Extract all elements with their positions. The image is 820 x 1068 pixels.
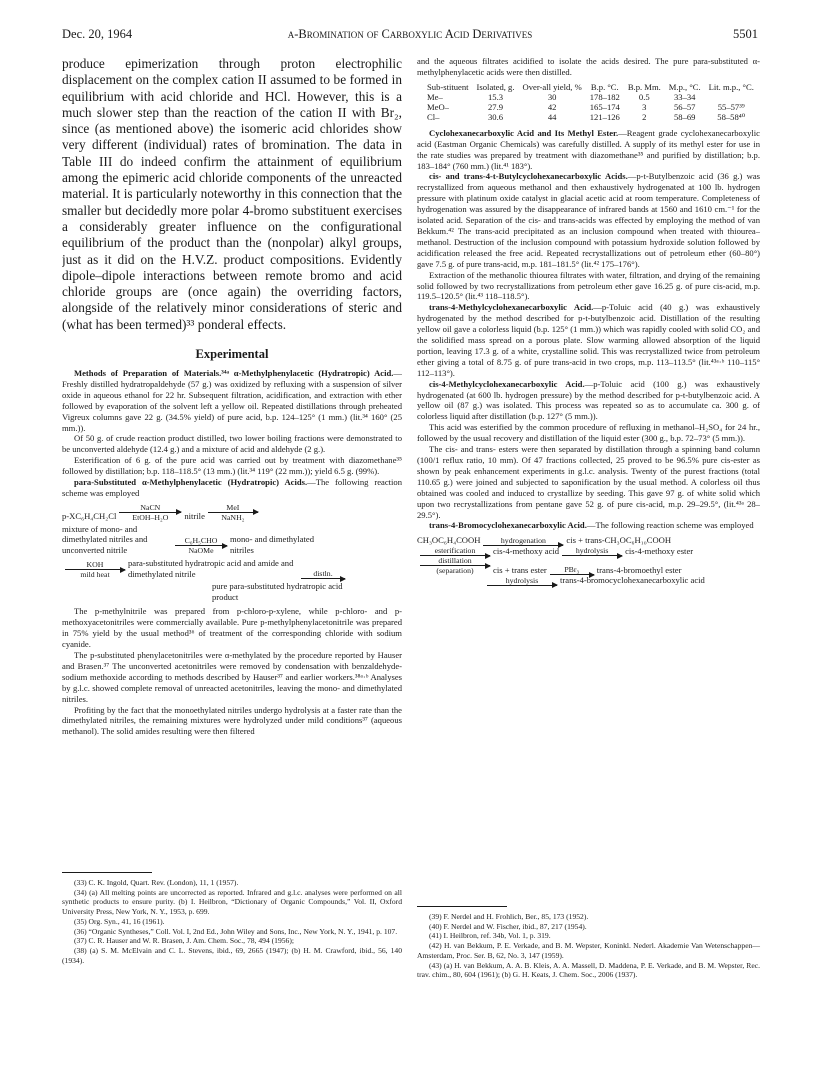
- scheme-product: trans-4-bromocyclohexanecarboxylic acid: [560, 575, 705, 586]
- arrow-condition: mild heat: [80, 570, 110, 580]
- table-cell: 30: [547, 91, 557, 102]
- footnote: (42) H. van Bekkum, P. E. Verkade, and B. M. Wepster, Koninkl. Nederl. Akademie Van Wetenschappen—Amsterdam, Proc. Ser. B, 62, No. 3, 147 (1959).: [417, 941, 760, 960]
- paragraph-cyclohexanecarboxylic: [417, 128, 760, 172]
- reaction-arrow: [65, 560, 125, 579]
- paragraph-body: —The following reaction scheme was employed: [586, 520, 754, 531]
- paragraph-hydrolysis: Profiting by the fact that the monoethylated nitriles undergo hydrolysis at a faster rate than the dimethylated nitriles, the remaining mixtures were hydrolyzed under mild conditions³⁷ (aqueous methanol). The solid amides resulting were then filtered: [62, 704, 402, 737]
- reaction-arrow: [301, 569, 345, 579]
- reaction-arrow: [550, 565, 594, 575]
- table-header-cell: M.p., °C.: [668, 81, 701, 92]
- table-header-cell: Lit. m.p., °C.: [708, 81, 754, 92]
- page-number: 5501: [733, 27, 758, 41]
- scheme-product: cis-4-methoxy ester: [625, 545, 694, 556]
- arrow-reagent: distillation: [438, 556, 472, 566]
- reaction-arrow: [487, 576, 557, 586]
- arrow-reagent: C₆H₅CHO: [184, 536, 218, 546]
- table-cell: 30.6: [488, 111, 504, 122]
- arrow-reagent: NaCN: [140, 502, 161, 512]
- run-in-heading: trans-4-Methylcyclohexanecarboxylic Acid.: [429, 302, 594, 313]
- paragraph-body: —The following reaction scheme was employed: [62, 477, 402, 499]
- run-in-heading: Cyclohexanecarboxylic Acid and Its Methyl Ester.: [429, 127, 619, 138]
- footnote: (40) F. Nerdel and W. Fischer, ibid., 87, 217 (1954).: [429, 921, 587, 931]
- run-in-heading: cis-4-Methylcyclohexanecarboxylic Acid.: [429, 378, 585, 389]
- arrow-reagent: esterification: [434, 546, 476, 556]
- paragraph-crude-product: Of 50 g. of crude reaction product distilled, two lower boiling fractions were demonstrated to be unconverted aldehyde (12.4 g.) and a mixture of acid and aldehyde (2 g.).: [62, 433, 402, 455]
- scheme-nitrile: nitrile: [184, 511, 205, 522]
- paragraph-body: —Reagent grade cyclohexanecarboxylic acid (Eastman Organic Chemicals) was carefully distilled. A supply of its methyl ester for use in the rate studies was prepared by treatment with diazomethane³⁵ and purified by distillation; b.p. 183–184° (760 mm.) (lit.⁴¹ 183°).: [417, 127, 760, 171]
- paragraph-methylnitrile: The p-methylnitrile was prepared from p-chloro-p-xylene, while p-chloro- and p-methoxyacetonitriles were commercially available. Pure p-methylphenylacetonitrile was prepared in 75% yield by the usual method³⁶ of treatment of the corresponding chloride with sodium cyanide.: [62, 606, 402, 650]
- footnotes-right: [417, 912, 760, 980]
- paragraph-bromocyclohexane: [417, 520, 760, 531]
- table-cell: Cl–: [427, 111, 440, 122]
- footnote: (36) “Organic Syntheses,” Coll. Vol. I, 2nd Ed., John Wiley and Sons, Inc., New York, N. Y., 1941, p. 107.: [74, 926, 398, 936]
- header-date: Dec. 20, 1964: [62, 27, 133, 41]
- reaction-scheme-nitrile: [62, 503, 402, 603]
- arrow-reagent: hydrolysis: [575, 546, 609, 556]
- paragraph-butylcyclohexane: [417, 171, 760, 269]
- scheme-product: cis + trans ester: [493, 564, 547, 575]
- run-in-heading: Methods of Preparation of Materials.³⁴ᵃ α-Methylphenylacetic (Hydratropic) Acid.: [74, 368, 394, 379]
- paragraph-thiourea-extraction: Extraction of the methanolic thiourea filtrates with water, filtration, and drying of the remaining solid followed by two recrystallizations from petroleum ether gave 16.25 g. of pure cis-acid, m.p. 119.5–120.5° (lit.⁴³ 118–118.5°).: [417, 269, 760, 302]
- header-title: α-Bromination of Carboxylic Acid Derivatives: [287, 27, 533, 41]
- intro-paragraph: produce epimerization through proton electrophilic displacement on the complex cation II assumed to be formed in equilibrium with acid chloride and HCl. However, this is a much slower step than the reaction of the cation II with Br₂, since (as mentioned above) the isomeric acid chlorides show very different (individual) rates of bromination. The data in Table III do indeed confirm the attainment of equilibrium among the epimeric acid chloride components of the unreacted material. It is particularly noteworthy in this connection that the smaller but decidedly more polar 4-bromo substituent exercises a considerably greater influence on the configurational equilibrium of the product than the (nonpolar) alkyl groups, just as it did on the H.V.Z. product compositions. Evidently dipole–dipole interactions between remote bromo and acid chloride groups are (once again) the overriding factors, alongside of the relatively minor considerations of steric and (what has been termed)³³ ponderal effects.: [62, 56, 402, 332]
- arrow-condition: (separation): [436, 566, 474, 576]
- footnote: (39) F. Nerdel and H. Frohlich, Ber., 85, 173 (1952).: [429, 912, 589, 921]
- reaction-arrow: [420, 546, 490, 556]
- scheme-mixture: mixture of mono- and dimethylated nitriles and unconverted nitrile: [62, 523, 148, 555]
- arrow-reagent: MeI: [226, 502, 240, 512]
- paragraph-esterification: Esterification of 6 g. of the pure acid was carried out by treatment with diazomethane³⁵ followed by distillation; b.p. 118–118.5° (13 mm.) (lit.³⁴ 119° (22 mm.)); yield 6.5 g. (99%).: [62, 455, 402, 477]
- footnote: (37) C. R. Hauser and W. R. Brasen, J. Am. Chem. Soc., 78, 494 (1956);: [74, 936, 294, 946]
- running-header: [62, 27, 758, 43]
- arrow-reagent: hydrolysis: [505, 575, 539, 585]
- arrow-condition: EtOH–H₂O: [132, 512, 169, 522]
- arrow-reagent: PBr₃: [564, 565, 580, 575]
- scheme-product: cis + trans-CH₃OC₆H₁₀COOH: [566, 535, 672, 546]
- footnote: (38) (a) S. M. McElvain and C. L. Stevens, ibid., 69, 2665 (1947); (b) H. M. Crawford, ibid., 56, 140 (1934).: [62, 945, 402, 965]
- arrow-reagent: distln.: [313, 569, 333, 579]
- table-row: [423, 112, 758, 122]
- table-row: [423, 92, 758, 102]
- paragraph-body: —Freshly distilled hydratropaldehyde (57 g.) was oxidized by refluxing with a suspension of silver oxide in aqueous ethanol for 22 hr. Subsequent filtration, acidification, and extraction with ether followed by evaporation of the solvent left a yellow oil. Repeated distillations through preheated Vigreux columns gave 22 g. (34.5% yield) of pure acid, b.p. 124–125° (1 mm.) (lit.³⁴ 160° (25 mm.)).: [62, 368, 402, 433]
- paragraph-body: —p-t-Butylbenzoic acid (36 g.) was recrystallized from aqueous methanol and then exhaustively hydrogenated at 100 lb. hydrogen pressure with platinum oxide catalyst in glacial acetic acid at room temperature. Completeness of hydrogenation was assured by the disappearance of infrared bands at 1560 and 1610 cm.⁻¹ for the isolated acid. Separation of the cis- and trans-acids was effected by employing the method of van Bekkum.⁴² The trans-acid precipitated as an inclusion compound when treated with thiourea–methanol. Destruction of the inclusion compound with potassium hydroxide solution followed by acidification released the free acid. Repeated recrystallizations out of petroleum ether (60–80°) gave 7.5 g. of pure trans-acid, m.p. 181–181.5° (lit.⁴² 175–176°).: [417, 171, 760, 269]
- footnotes-left: [62, 878, 402, 965]
- reaction-scheme-bromo: [417, 535, 760, 586]
- reaction-arrow: [119, 503, 181, 522]
- table-cell: [705, 92, 758, 102]
- arrow-reagent: KOH: [86, 560, 104, 570]
- acids-data-table: [423, 82, 758, 122]
- reaction-arrow: [175, 536, 227, 555]
- table-cell: 55–57³⁹: [717, 101, 745, 112]
- reaction-arrow: [562, 546, 622, 556]
- scheme-dimethylated: mono- and dimethylated nitriles: [230, 534, 315, 555]
- paragraph-methylation: The p-substituted phenylacetonitriles were α-methylated by the procedure reported by Hauser and Brasen.³⁷ The unconverted acetonitriles were removed by condensation with benzaldehyde-sodium methoxide according to methods described by Hauser³⁷ and earlier workers.³⁸ᵃ·ᵇ Analyses by g.l.c. showed complete removal of unreacted acetonitriles, leaving the mono- and dimethylated nitriles.: [62, 650, 402, 704]
- table-cell: 178–182: [589, 91, 620, 102]
- scheme-product: trans-4-bromoethyl ester: [596, 564, 682, 575]
- table-cell: 58–58⁴⁰: [717, 111, 746, 122]
- table-header-cell: Over-all yield, %: [522, 81, 582, 92]
- footnote: (35) Org. Syn., 41, 16 (1961).: [74, 916, 165, 926]
- table-cell: 15.3: [488, 91, 504, 102]
- table-cell: 33–34: [673, 91, 696, 102]
- paragraph-trans-methyl: [417, 302, 760, 378]
- table-header-cell: Sub-stituent: [427, 81, 469, 92]
- table-cell: 3: [642, 101, 647, 112]
- reaction-arrow: [420, 556, 490, 575]
- table-cell: 42: [547, 101, 557, 112]
- table-cell: 58–69: [673, 111, 696, 122]
- section-title-experimental: Experimental: [195, 347, 269, 362]
- paragraph-esterified: This acid was esterified by the common procedure of refluxing in methanol–H₂SO₄ for 24 hr., followed by the usual recovery and distillation of the liquid ester (300 g., b.p. 72–73° (5 mm.)).: [417, 422, 760, 444]
- paragraph-para-substituted: [62, 477, 402, 499]
- table-header-row: [423, 82, 758, 92]
- table-cell: 165–174: [589, 101, 620, 112]
- arrow-condition: NaOMe: [188, 546, 214, 556]
- run-in-heading: para-Substituted α-Methylphenylacetic (Hydratropic) Acids.: [74, 477, 308, 488]
- paragraph-separation: The cis- and trans- esters were then separated by distillation through a spinning band column (100/1 reflux ratio, 10 mm). Of 47 fractions collected, 25 proved to be 96.5% pure cis-ester as shown by peak enhancement experiments in g.l.c. analysis. Twenty of the purest fractions (total 110.65 g.) were joined and subjected to saponification by the usual method. A colorless oil thus obtained was cooled and induced to crystallize by seeding. This gave 97 g. of white solid which upon two recrystallizations from pentane gave 52 g. of pure cis-acid, m.p. 29–29.5°, (lit.⁴³ᵃ 28–29.5°).: [417, 444, 760, 520]
- run-in-heading: trans-4-Bromocyclohexanecarboxylic Acid.: [429, 520, 587, 531]
- footnote: (43) (a) H. van Bekkum, A. A. B. Kleis, A. A. Massell, D. Maddena, P. E. Verkade, and B. M. Wepster, Rec. trav. chim., 80, 604 (1961); (b) G. H. Keats, J. Chem. Soc., 2006 (1937).: [417, 960, 760, 980]
- footnote-rule: [417, 906, 507, 907]
- scheme-start: CH₃OC₆H₄COOH: [417, 535, 481, 546]
- table-cell: 2: [642, 111, 647, 122]
- table-cell: 27.9: [488, 101, 504, 112]
- paragraph-cis-methyl: [417, 379, 760, 423]
- reaction-arrow: [483, 536, 563, 546]
- table-header-cell: B.p. Mm.: [627, 81, 661, 92]
- reaction-arrow: [208, 503, 258, 522]
- table-header-cell: B.p. °C.: [590, 81, 619, 92]
- scheme-product: cis-4-methoxy acid: [493, 545, 560, 556]
- scheme-hydratropic: para-substituted hydratropic acid and amide and dimethylated nitrile: [128, 558, 294, 579]
- footnote-rule: [62, 872, 152, 873]
- table-cell: 121–126: [589, 111, 620, 122]
- table-cell: Me–: [427, 91, 443, 102]
- scheme-final-product: pure para-substituted hydratropic acid product: [212, 581, 343, 602]
- footnote: (41) I. Heilbron, ref. 34b, Vol. 1, p. 319.: [429, 931, 551, 941]
- footnote: (34) (a) All melting points are uncorrected as reported. Infrared and g.l.c. analyses were performed on all synthetic products to ensure purity. (b) I. Heilbron, “Dictionary of Organic Compounds,” Vol. II, Oxford University Press, New York, N. Y., 1953, p. 699.: [62, 887, 402, 917]
- table-cell: MeO–: [427, 101, 449, 112]
- table-header-cell: Isolated, g.: [476, 81, 515, 92]
- run-in-heading: cis- and trans-4-t-Butylcyclohexanecarboxylic Acids.: [429, 171, 628, 182]
- paragraph-hydratropic-acid: [62, 368, 402, 433]
- paragraph-body: —p-Toluic acid (40 g.) was exhaustively hydrogenated by the method described for p-t-butylbenzoic acid. Distillation of the resulting yellow oil gave a colorless liquid (b.p. 125° (1 mm.)) which was rapidly cooled with solid CO₂ and the solidified mass spread on a porous plate. Slow warming allowed absorption of the liquid portion, leaving 17.3 g. of a white, crystalline solid. This was recrystallized twice from petroleum ether giving a total of 8.75 g. of pure trans-acid in two crops, m.p. 113–113.5° (lit.⁴³ᵃ·ᵇ 110–115° 112–113°).: [417, 302, 760, 378]
- table-cell: 0.5: [638, 91, 650, 102]
- paragraph-filtrates: and the aqueous filtrates acidified to isolate the acids desired. The pure para-substituted α-methylphenylacetic acids were then distilled.: [417, 56, 760, 77]
- arrow-reagent: hydrogenation: [500, 535, 546, 545]
- footnote: (33) C. K. Ingold, Quart. Rev. (London), 11, 1 (1957).: [74, 878, 239, 887]
- table-cell: 56–57: [673, 101, 696, 112]
- arrow-condition: NaNH₂: [221, 512, 245, 522]
- scheme-start: p-XC₆H₄CH₂Cl: [62, 511, 117, 522]
- table-row: [423, 102, 758, 112]
- table-cell: 44: [547, 111, 557, 122]
- paragraph-body: —p-Toluic acid (100 g.) was exhaustively hydrogenated (at 600 lb. hydrogen pressure) by the method described for p-t-butylbenzoic acid. A yellow oil (87 g.) was isolated. This process was repeated so as to accumulate ca. 300 g. of colorless liquid after distillation (b.p. 127° (5 mm.)).: [417, 378, 760, 422]
